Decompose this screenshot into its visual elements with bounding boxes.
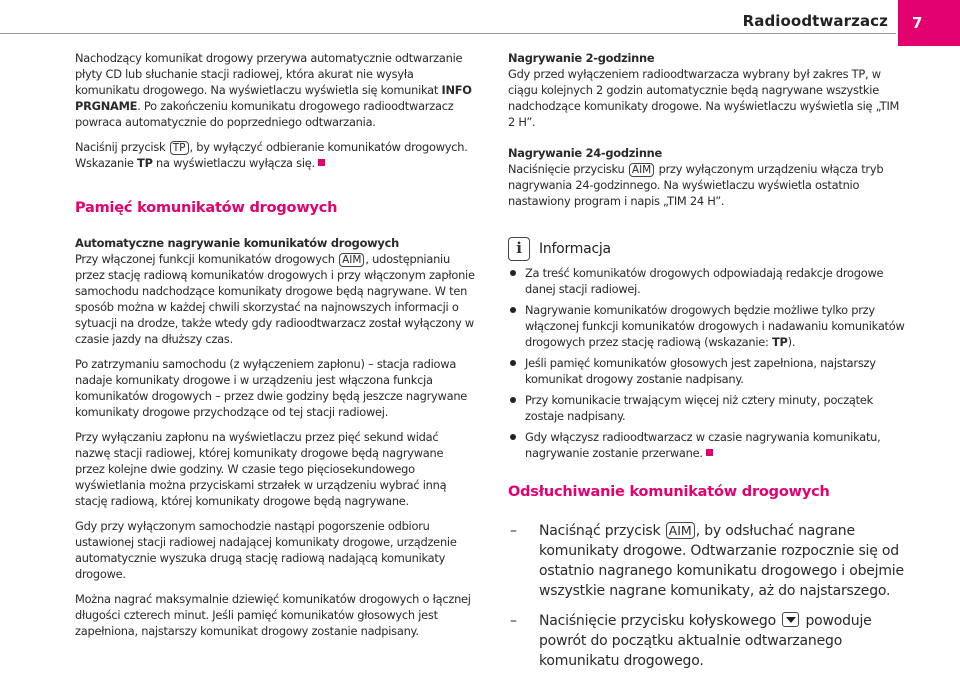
- paragraph-2: Po zatrzymaniu samochodu (z wyłączeniem zapłonu) – stacja radiowa nadaje komunikaty drogowe i w urządzeniu jest włączona funkcja komunikatów drogowych – przez dwie godziny będą jeszcze nagrywane komunikaty drogowe przychodzące od tej stacji radiowej.: [75, 357, 468, 419]
- bullet-icon: [510, 307, 516, 313]
- paragraph-3: Przy wyłączaniu zapłonu na wyświetlaczu przez pięć sekund widać nazwę stacji radiowej, której komunikaty drogowe będą nagrywane przez kolejne dwie godziny. W czasie tego pięciosekundowego wyświetlania można przyciskami strzałek w urządzeniu wybrać inną stację radiową, której komunikaty drogowe będą nagrywane.: [75, 430, 447, 508]
- paragraph-1: Przy włączonej funkcji komunikatów drogowych AIM , udostępnianiu przez stację radiową komunikatów drogowych i przy włączonym zapłonie samochodu nadchodzące komunikaty drogowe będą nagrywane. W ten sposób można w każdej chwili skorzystać na najnowszych informacji o sytuacji na drodze, także wtedy gdy radioodtwarzacz został wyłączony w czasie jazdy na dłuższy czas.: [75, 252, 475, 346]
- list-item: Gdy włączysz radioodtwarzacz w czasie nagrywania komunikatu, nagrywanie zostanie przerwane.: [508, 429, 908, 461]
- list-item: Za treść komunikatów drogowych odpowiadają redakcje drogowe danej stacji radiowej.: [508, 265, 908, 297]
- list-item: – Naciśnąć przycisk AIM , by odsłuchać nagrane komunikaty drogowe. Odtwarzanie rozpocznie się od ostatnio nagranego komunikatu drogowego i obejmie wszystkie nagrane komunikaty, aż do najstarszego.: [510, 523, 904, 599]
- list-item: – Naciśnięcie przycisku kołyskowego powoduje powrót do początku aktualnie odtwarzanego komunikatu drogowego.: [510, 613, 872, 669]
- bullet-icon: [510, 270, 516, 276]
- info-title: Informacja: [539, 241, 611, 257]
- page-header: [0, 0, 960, 40]
- subsection-title-auto-recording: Automatyczne nagrywanie komunikatów drogowych: [75, 236, 399, 250]
- section-title-listening: Odsłuchiwanie komunikatów drogowych: [508, 484, 830, 500]
- paragraph-2h: Gdy przed wyłączeniem radioodtwarzacza wybrany był zakres TP, w ciągu kolejnych 2 godzin automatycznie będą nagrywane wszystkie nadchodzące komunikaty drogowe. Na wyświetlaczu wyświetla się „TIM 2 H”.: [508, 67, 900, 129]
- dash-marker: –: [510, 613, 517, 629]
- paragraph-4: Gdy przy wyłączonym samochodzie nastąpi pogorszenie odbioru ustawionej stacji radiowej nadającej komunikaty drogowe, urządzenie automatycznie wyszuka drugą stację radiową nadającą komunikaty drogowe.: [75, 519, 457, 581]
- section-title-memory: Pamięć komunikatów drogowych: [75, 200, 338, 216]
- info-bullet-list: [508, 265, 908, 461]
- dash-marker: –: [510, 523, 517, 539]
- aim-key: AIM: [339, 253, 364, 267]
- intro-paragraph: Nachodzący komunikat drogowy przerywa automatycznie odtwarzanie płyty CD lub słuchanie stacji radiowej, która akurat nie wysyła komunikatu drogowego. Na wyświetlaczu wyświetla się komunikat INFO PRGNAME. Po zakończeniu komunikatu drogowego radioodtwarzacz powraca automatycznie do poprzedniego odtwarzania.: [75, 51, 472, 129]
- info-box-header: [508, 237, 908, 261]
- list-item: Jeśli pamięć komunikatów głosowych jest zapełniona, najstarszy komunikat drogowy zostanie nadpisany.: [508, 355, 908, 387]
- tp-paragraph: Naciśnij przycisk TP , by wyłączyć odbieranie komunikatów drogowych. Wskazanie TP na wyświetlaczu wyłącza się.: [75, 140, 468, 170]
- info-icon: i: [508, 237, 530, 261]
- instruction-list: [508, 521, 908, 671]
- subsection-title-24h: Nagrywanie 24-godzinne: [508, 146, 663, 160]
- list-item: Przy komunikacie trwającym więcej niż cztery minuty, początek zostaje nadpisany.: [508, 392, 908, 424]
- list-item: Nagrywanie komunikatów drogowych będzie możliwe tylko przy włączonej funkcji komunikatów drogowych i nadawaniu komunikatów drogowych przez stację radiową (wskazanie: TP).: [508, 302, 908, 350]
- end-of-section-marker: [318, 159, 325, 166]
- rocker-down-icon: [782, 612, 799, 627]
- tp-key: TP: [170, 141, 189, 155]
- page-number-tab: [898, 0, 960, 46]
- bullet-icon: [510, 434, 516, 440]
- subsection-title-2h: Nagrywanie 2-godzinne: [508, 51, 655, 65]
- left-column: [75, 50, 475, 648]
- end-of-section-marker: [706, 449, 713, 456]
- chapter-title: Radioodtwarzacz: [742, 12, 888, 30]
- paragraph-5: Można nagrać maksymalnie dziewięć komunikatów drogowych o łącznej długości czterech minut. Jeśli pamięć komunikatów głosowych jest zapełniona, najstarszy komunikat drogowy zostanie nadpisany.: [75, 592, 471, 638]
- display-message: INFO PRGNAME: [75, 83, 472, 113]
- paragraph-24h: Naciśnięcie przycisku AIM przy wyłączonym urządzeniu włącza tryb nagrywania 24-godzinnego. Na wyświetlaczu wyświetla ostatnio nastawiony program i napis „TIM 24 H”.: [508, 162, 884, 208]
- bullet-icon: [510, 360, 516, 366]
- right-column: [508, 50, 908, 681]
- bullet-icon: [510, 397, 516, 403]
- aim-key: AIM: [629, 163, 654, 177]
- header-rule: [0, 33, 896, 34]
- aim-key: AIM: [666, 522, 695, 539]
- page-number: 7: [912, 14, 923, 32]
